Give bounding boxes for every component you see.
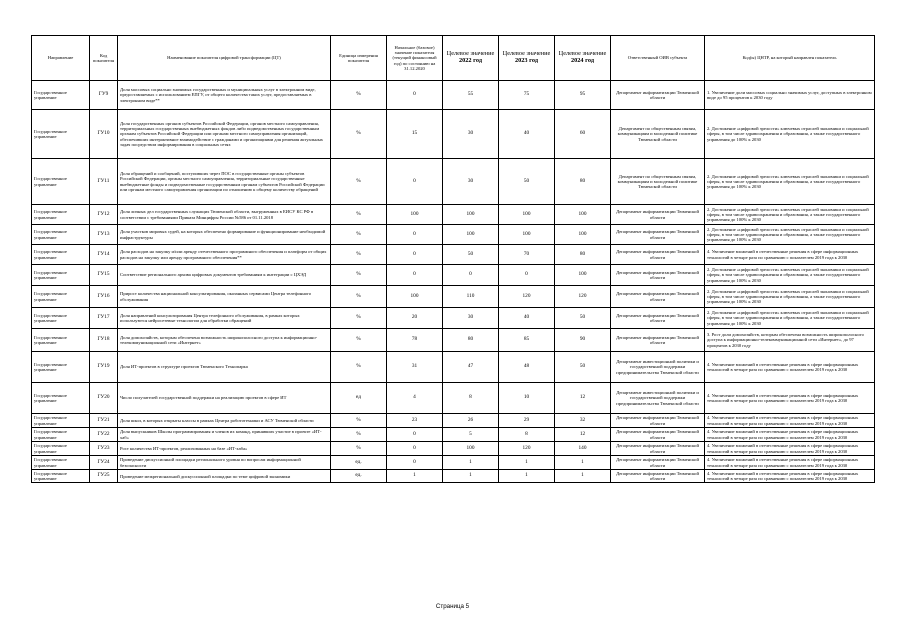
target-2022-cell: 80 <box>443 329 499 352</box>
direction-cell: Государственное управление <box>32 442 90 456</box>
code-cell: ГУ22 <box>90 428 118 442</box>
unit-cell: % <box>331 352 387 383</box>
unit-cell: % <box>331 81 387 110</box>
target-2023-cell: 120 <box>499 442 555 456</box>
code-cell: ГУ23 <box>90 442 118 456</box>
target-2024-cell: 12 <box>555 383 611 414</box>
page-number: Страница 5 <box>435 603 470 610</box>
indicator-name-cell: Доля ИТ-проектов в структуре проектов Тюменского Технопарка <box>118 352 331 383</box>
goal-cell: 4. Увеличение вложений в отечественные решения в сфере информационных технологий в четыре раза по сравнению с показателем 2019 года к 2030 <box>705 414 875 428</box>
indicator-name-cell: Доля расходов на закупку и/или аренду отечественного программного обеспечения и платформ от общих расходов на закупку или аренду программного обеспечения** <box>118 245 331 265</box>
target-2024-cell: 80 <box>555 159 611 205</box>
goal-cell: 4. Увеличение вложений в отечественные решения в сфере информационных технологий в четыре раза по сравнению с показателем 2019 года к 2030 <box>705 456 875 470</box>
target-2024-cell: 140 <box>555 442 611 456</box>
direction-cell: Государственное управление <box>32 456 90 470</box>
base-value-cell: 0 <box>387 442 443 456</box>
code-cell: ГУ19 <box>90 352 118 383</box>
unit-cell: % <box>331 159 387 205</box>
table-row <box>32 286 875 308</box>
target-2023-cell: 40 <box>499 308 555 329</box>
target-2023-cell: 10 <box>499 383 555 414</box>
table-row <box>32 265 875 286</box>
goal-cell: 2. Достижение «цифровой зрелости» ключевых отраслей экономики и социальной сферы, в том числе здравоохранения и образования, а также государственного управления до 100% к 2030 <box>705 205 875 225</box>
indicator-name-cell: Число получателей государственной поддержки на реализацию проектов в сфере ИТ <box>118 383 331 414</box>
indicator-name-cell: Рост количества ИТ-проектов, реализованных на базе «ИТ-хаба» <box>118 442 331 456</box>
indicator-name-cell: Доля обращений и сообщений, поступивших через ПОС в государственные органы субъектов Российской Федерации, органы местного самоуправления, территориальные государственные внебюджетные фонды и подведомственные государственным органам субъектов Российской Федерации или органам местного самоуправления организации по отношению к общему количеству обращений <box>118 159 331 205</box>
responsible-cell: Департамент инвестиционной политики и государственной поддержки предпринимательства Тюменской области <box>611 352 705 383</box>
base-value-cell: 0 <box>387 456 443 470</box>
table-header-row <box>32 36 875 81</box>
indicator-name-cell: Доля школ, в которых открыты классы в рамках Центра робототехники и АСУ Тюменской области <box>118 414 331 428</box>
goal-cell: 4. Увеличение вложений в отечественные решения в сфере информационных технологий в четыре раза по сравнению с показателем 2019 года к 2030 <box>705 352 875 383</box>
target-2023-cell: 120 <box>499 286 555 308</box>
base-value-cell: 0 <box>387 225 443 245</box>
base-value-cell: 23 <box>387 414 443 428</box>
direction-cell: Государственное управление <box>32 428 90 442</box>
goal-cell: 2. Достижение «цифровой зрелости» ключевых отраслей экономики и социальной сферы, в том числе здравоохранения и образования, а также государственного управления до 100% к 2030 <box>705 308 875 329</box>
target-2024-cell: 80 <box>555 245 611 265</box>
code-cell: ГУ12 <box>90 205 118 225</box>
target-2023-cell: 1 <box>499 470 555 483</box>
base-value-cell: 0 <box>387 81 443 110</box>
goal-cell: 2. Достижение «цифровой зрелости» ключевых отраслей экономики и социальной сферы, в том числе здравоохранения и образования, а также государственного управления до 100% к 2030 <box>705 265 875 286</box>
indicator-name-cell: Доля направлений консультирования Центра телефонного обслуживания, в рамках которых используются нейросетевые технологии для обработки обращений <box>118 308 331 329</box>
header-target-2024-year: 2024 год <box>570 57 595 64</box>
code-cell: ГУ13 <box>90 225 118 245</box>
responsible-cell: Департамент инвестиционной политики и государственной поддержки предпринимательства Тюменской области <box>611 383 705 414</box>
target-2022-cell: 100 <box>443 442 499 456</box>
target-2024-cell: 60 <box>555 110 611 159</box>
target-2022-cell: 100 <box>443 225 499 245</box>
unit-cell: % <box>331 428 387 442</box>
unit-cell: % <box>331 110 387 159</box>
indicator-name-cell: Соответствие регионального архива цифровых документов требованиям к интеграции с ЦХЭД <box>118 265 331 286</box>
target-2022-cell: 5 <box>443 428 499 442</box>
header-target-2023-label: Целевое значение <box>502 50 551 58</box>
responsible-cell: Департамент информатизации Тюменской области <box>611 245 705 265</box>
indicator-name-cell: Проведение дискуссионной площадки регионального уровня по вопросам информационной безопасности <box>118 456 331 470</box>
direction-cell: Государственное управление <box>32 81 90 110</box>
table-row <box>32 383 875 414</box>
target-2023-cell: 100 <box>499 225 555 245</box>
target-2024-cell: 1 <box>555 456 611 470</box>
unit-cell: % <box>331 205 387 225</box>
unit-cell: % <box>331 245 387 265</box>
goal-cell: 2. Достижение «цифровой зрелости» ключевых отраслей экономики и социальной сферы, в том числе здравоохранения и образования, а также государственного управления до 100% к 2030 <box>705 110 875 159</box>
responsible-cell: Департамент по общественным связям, коммуникациям и молодежной политике Тюменской области <box>611 159 705 205</box>
direction-cell: Государственное управление <box>32 308 90 329</box>
goal-cell: 4. Увеличение вложений в отечественные решения в сфере информационных технологий в четыре раза по сравнению с показателем 2019 года к 2030 <box>705 428 875 442</box>
table-row <box>32 456 875 470</box>
goal-cell: 1. Увеличение доли массовых социально значимых услуг, доступных в электронном виде до 95 процентов к 2030 году <box>705 81 875 110</box>
code-cell: ГУ10 <box>90 110 118 159</box>
table-row <box>32 225 875 245</box>
responsible-cell: Департамент информатизации Тюменской области <box>611 456 705 470</box>
responsible-cell: Департамент информатизации Тюменской области <box>611 308 705 329</box>
unit-cell: % <box>331 308 387 329</box>
code-cell: ГУ17 <box>90 308 118 329</box>
header-code: Код показателя <box>90 36 118 81</box>
direction-cell: Государственное управление <box>32 205 90 225</box>
responsible-cell: Департамент информатизации Тюменской области <box>611 205 705 225</box>
indicator-name-cell: Прирост количества национальной консультирования, оказанных сервисами Центра телефонного обслуживания <box>118 286 331 308</box>
goal-cell: 3. Рост доли домохозяйств, которым обеспечена возможность широкополосного доступа к информационно-телекоммуникационной сети «Интернет», до 97 процентов к 2030 году <box>705 329 875 352</box>
table-row <box>32 308 875 329</box>
target-2022-cell: 110 <box>443 286 499 308</box>
indicator-name-cell: Доля домохозяйств, которым обеспечена возможность широкополосного доступа к информационно-телекоммуникационной сети «Интернет» <box>118 329 331 352</box>
header-target-2024 <box>555 36 611 81</box>
target-2023-cell: 0 <box>499 265 555 286</box>
table-row <box>32 428 875 442</box>
direction-cell: Государственное управление <box>32 225 90 245</box>
indicator-name-cell: Доля массовых социально значимых государственных и муниципальных услуг в электронном виде, предоставляемых с использованием ЕПГУ, от общего количества таких услуг, предоставляемых в электронном виде** <box>118 81 331 110</box>
responsible-cell: Департамент информатизации Тюменской области <box>611 286 705 308</box>
table-row <box>32 245 875 265</box>
base-value-cell: 1 <box>387 470 443 483</box>
header-name: Наименование показателя цифровой трансформации (ЦТ) <box>118 36 331 81</box>
responsible-cell: Департамент информатизации Тюменской области <box>611 265 705 286</box>
header-target-2023-year: 2023 год <box>514 57 539 64</box>
target-2023-cell: 29 <box>499 414 555 428</box>
base-value-cell: 31 <box>387 352 443 383</box>
target-2023-cell: 85 <box>499 329 555 352</box>
target-2023-cell: 1 <box>499 456 555 470</box>
goal-cell: 2. Достижение «цифровой зрелости» ключевых отраслей экономики и социальной сферы, в том числе здравоохранения и образования, а также государственного управления до 100% к 2030 <box>705 159 875 205</box>
header-goal: Код(ы) ЦНТР, на который направлен показатель <box>705 36 875 81</box>
goal-cell: 4. Увеличение вложений в отечественные решения в сфере информационных технологий в четыре раза по сравнению с показателем 2019 года к 2030 <box>705 245 875 265</box>
base-value-cell: 100 <box>387 205 443 225</box>
target-2023-cell: 48 <box>499 352 555 383</box>
indicator-name-cell: Доля личных дел государственных служащих Тюменской области, выгруженных в ЕИСУ КС РФ в соответствии с требованиями Приказа Минцифры России №586 от 01.11.2018 <box>118 205 331 225</box>
target-2022-cell: 1 <box>443 470 499 483</box>
direction-cell: Государственное управление <box>32 383 90 414</box>
target-2023-cell: 8 <box>499 428 555 442</box>
unit-cell: ед. <box>331 470 387 483</box>
target-2024-cell: 32 <box>555 414 611 428</box>
code-cell: ГУ9 <box>90 81 118 110</box>
direction-cell: Государственное управление <box>32 329 90 352</box>
target-2022-cell: 47 <box>443 352 499 383</box>
base-value-cell: 0 <box>387 245 443 265</box>
direction-cell: Государственное управление <box>32 286 90 308</box>
code-cell: ГУ11 <box>90 159 118 205</box>
table-row <box>32 442 875 456</box>
target-2024-cell: 100 <box>555 225 611 245</box>
direction-cell: Государственное управление <box>32 414 90 428</box>
indicator-name-cell: Доля выпускников Школы программирования и членов их команд, принявших участие в проекте «ИТ-хаб» <box>118 428 331 442</box>
header-target-2024-label: Целевое значение <box>558 50 607 58</box>
direction-cell: Государственное управление <box>32 159 90 205</box>
code-cell: ГУ16 <box>90 286 118 308</box>
header-unit: Единица измерения показателя <box>331 36 387 81</box>
unit-cell: ед <box>331 383 387 414</box>
code-cell: ГУ18 <box>90 329 118 352</box>
target-2024-cell: 90 <box>555 329 611 352</box>
goal-cell: 2. Достижение «цифровой зрелости» ключевых отраслей экономики и социальной сферы, в том числе здравоохранения и образования, а также государственного управления до 100% к 2030 <box>705 286 875 308</box>
target-2024-cell: 100 <box>555 265 611 286</box>
target-2022-cell: 50 <box>443 245 499 265</box>
target-2022-cell: 8 <box>443 383 499 414</box>
direction-cell: Государственное управление <box>32 245 90 265</box>
direction-cell: Государственное управление <box>32 470 90 483</box>
header-direction: Направление <box>32 36 90 81</box>
target-2023-cell: 100 <box>499 205 555 225</box>
unit-cell: % <box>331 265 387 286</box>
base-value-cell: 15 <box>387 110 443 159</box>
kpi-table <box>31 35 875 483</box>
base-value-cell: 20 <box>387 308 443 329</box>
goal-cell: 4. Увеличение вложений в отечественные решения в сфере информационных технологий в четыре раза по сравнению с показателем 2019 года к 2030 <box>705 470 875 483</box>
header-target-2022-label: Целевое значение <box>446 50 495 58</box>
table-row <box>32 81 875 110</box>
base-value-cell: 0 <box>387 265 443 286</box>
base-value-cell: 4 <box>387 383 443 414</box>
responsible-cell: Департамент информатизации Тюменской области <box>611 470 705 483</box>
responsible-cell: Департамент информатизации Тюменской области <box>611 81 705 110</box>
code-cell: ГУ14 <box>90 245 118 265</box>
header-target-2022-year: 2022 год <box>458 57 483 64</box>
target-2022-cell: 0 <box>443 265 499 286</box>
target-2024-cell: 100 <box>555 205 611 225</box>
unit-cell: % <box>331 225 387 245</box>
base-value-cell: 78 <box>387 329 443 352</box>
target-2022-cell: 30 <box>443 110 499 159</box>
direction-cell: Государственное управление <box>32 110 90 159</box>
responsible-cell: Департамент информатизации Тюменской области <box>611 329 705 352</box>
target-2022-cell: 1 <box>443 456 499 470</box>
code-cell: ГУ20 <box>90 383 118 414</box>
goal-cell: 4. Увеличение вложений в отечественные решения в сфере информационных технологий в четыре раза по сравнению с показателем 2019 года к 2030 <box>705 383 875 414</box>
target-2022-cell: 30 <box>443 159 499 205</box>
responsible-cell: Департамент информатизации Тюменской области <box>611 225 705 245</box>
base-value-cell: 100 <box>387 286 443 308</box>
header-target-2023 <box>499 36 555 81</box>
target-2024-cell: 95 <box>555 81 611 110</box>
unit-cell: % <box>331 414 387 428</box>
table-row <box>32 414 875 428</box>
target-2024-cell: 1 <box>555 470 611 483</box>
code-cell: ГУ24 <box>90 456 118 470</box>
target-2022-cell: 100 <box>443 205 499 225</box>
header-base: Начальное (базовое) значение показателя (текущий финансовый год) по состоянию на 31.12.2020 <box>387 36 443 81</box>
header-responsible: Ответственный ОИВ субъекта <box>611 36 705 81</box>
target-2024-cell: 12 <box>555 428 611 442</box>
table-row <box>32 205 875 225</box>
direction-cell: Государственное управление <box>32 265 90 286</box>
code-cell: ГУ21 <box>90 414 118 428</box>
base-value-cell: 0 <box>387 159 443 205</box>
indicator-name-cell: Доля государственных органов субъектов Российской Федерации, органов местного самоуправления, территориальных государственных внебюджетных фондов либо подведомственных государственным органам субъектов Российской Федерации или органам местного самоуправления организаций, обеспечивших интерактивное взаимодействие с гражданами и организациями для решения актуальных задач посредством информирования в социальных сетях <box>118 110 331 159</box>
responsible-cell: Департамент по общественным связям, коммуникациям и молодежной политике Тюменской области <box>611 110 705 159</box>
responsible-cell: Департамент информатизации Тюменской области <box>611 414 705 428</box>
target-2023-cell: 70 <box>499 245 555 265</box>
direction-cell: Государственное управление <box>32 352 90 383</box>
base-value-cell: 0 <box>387 428 443 442</box>
header-target-2022 <box>443 36 499 81</box>
responsible-cell: Департамент информатизации Тюменской области <box>611 442 705 456</box>
target-2022-cell: 30 <box>443 308 499 329</box>
unit-cell: % <box>331 286 387 308</box>
code-cell: ГУ15 <box>90 265 118 286</box>
target-2024-cell: 120 <box>555 286 611 308</box>
goal-cell: 2. Достижение «цифровой зрелости» ключевых отраслей экономики и социальной сферы, в том числе здравоохранения и образования, а также государственного управления до 100% к 2030 <box>705 225 875 245</box>
indicator-name-cell: Проведение межрегиональной дискуссионной площадки по теме цифровой экономики <box>118 470 331 483</box>
target-2022-cell: 26 <box>443 414 499 428</box>
table-row <box>32 159 875 205</box>
target-2022-cell: 55 <box>443 81 499 110</box>
target-2023-cell: 75 <box>499 81 555 110</box>
target-2024-cell: 50 <box>555 308 611 329</box>
goal-cell: 4. Увеличение вложений в отечественные решения в сфере информационных технологий в четыре раза по сравнению с показателем 2019 года к 2030 <box>705 442 875 456</box>
indicator-name-cell: Доля участков мировых судей, на которых обеспечено формирование и функционирование необходимой инфраструктуры <box>118 225 331 245</box>
code-cell: ГУ25 <box>90 470 118 483</box>
table-row <box>32 110 875 159</box>
unit-cell: ед. <box>331 456 387 470</box>
target-2023-cell: 40 <box>499 110 555 159</box>
table-row <box>32 352 875 383</box>
unit-cell: % <box>331 442 387 456</box>
unit-cell: % <box>331 329 387 352</box>
table-row <box>32 470 875 483</box>
responsible-cell: Департамент информатизации Тюменской области <box>611 428 705 442</box>
target-2023-cell: 50 <box>499 159 555 205</box>
table-row <box>32 329 875 352</box>
target-2024-cell: 50 <box>555 352 611 383</box>
